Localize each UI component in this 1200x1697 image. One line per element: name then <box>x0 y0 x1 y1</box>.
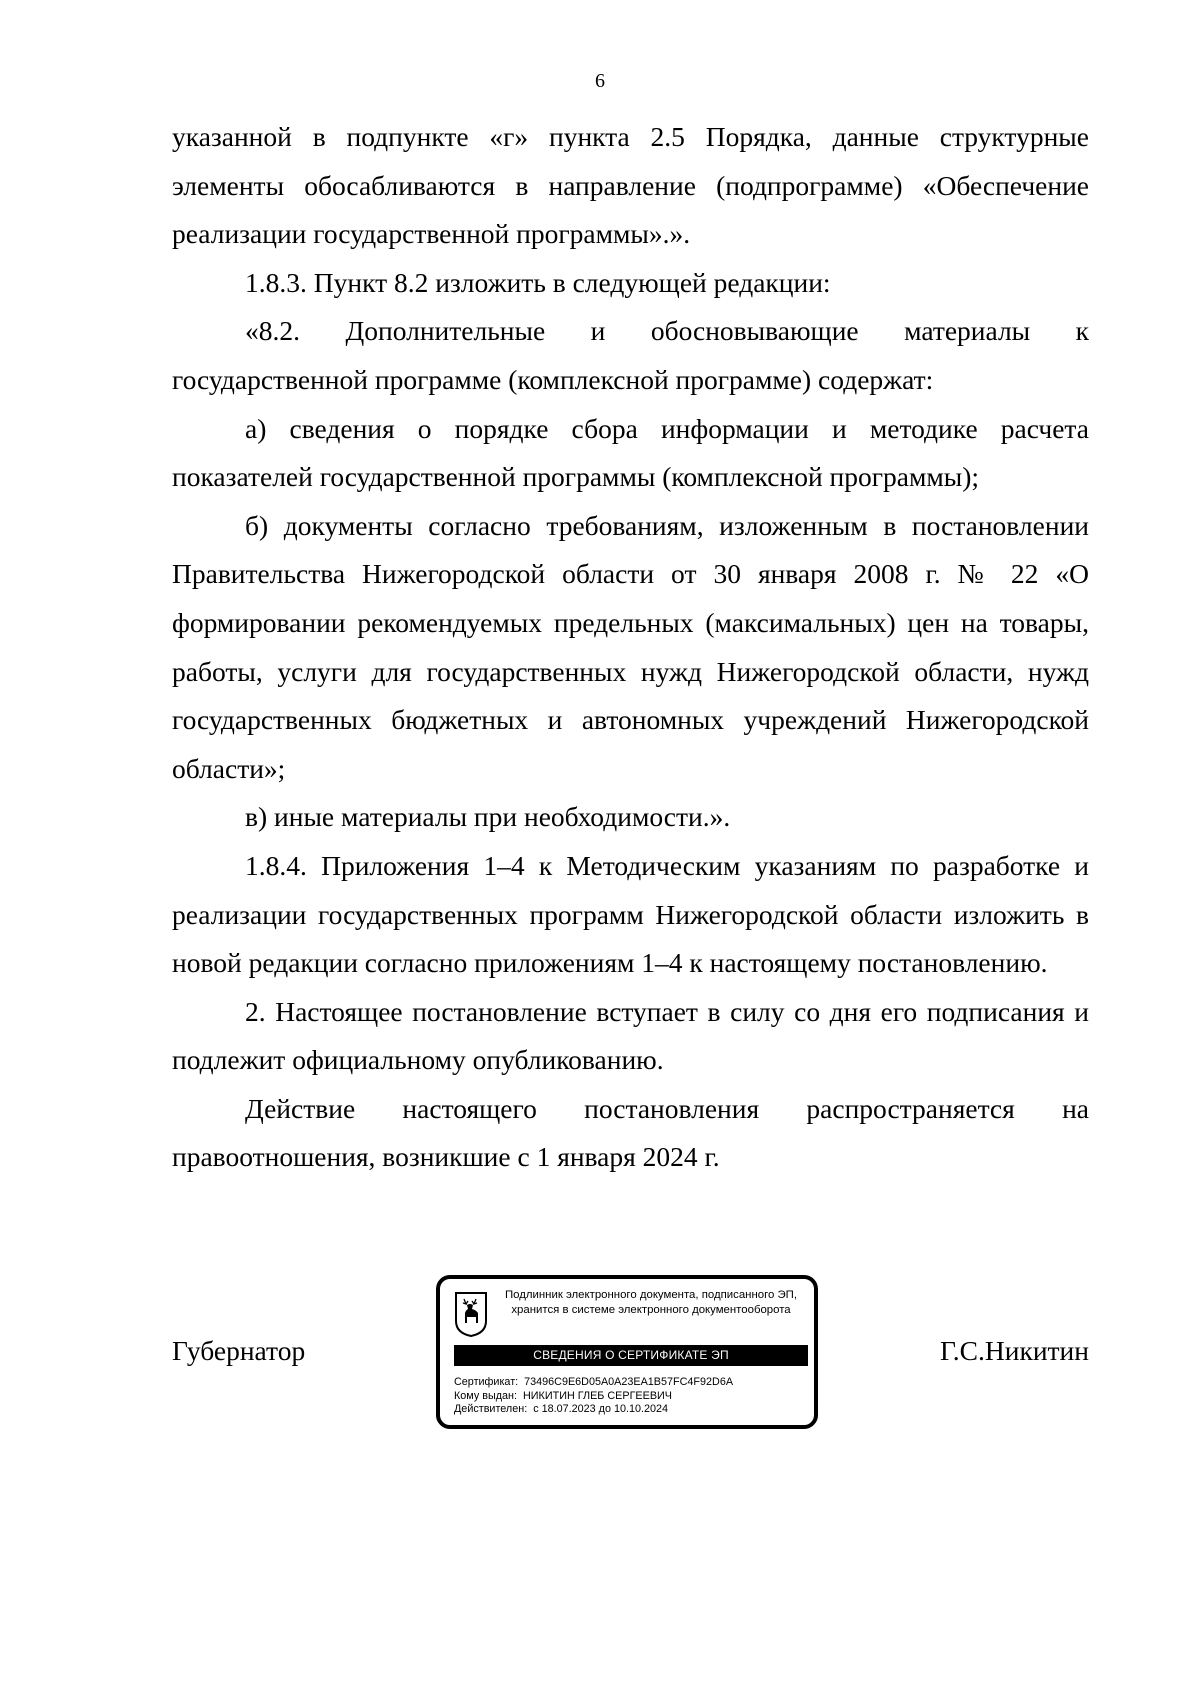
deer-emblem-icon <box>454 1291 488 1337</box>
signatory-name: Г.С.Никитин <box>940 1335 1089 1366</box>
stamp-header-line-2: хранится в системе электронного документооборота <box>511 1304 791 1316</box>
page-number: 6 <box>595 70 605 92</box>
issued-to-row <box>454 1390 733 1404</box>
paragraph-1-8-4: 1.8.4. Приложения 1–4 к Методическим указаниям по разработке и реализации государственных программ Нижегородской области изложить в новой редакции согласно приложениям 1–4 к настоящему постановлению. <box>172 849 1089 979</box>
paragraph-item-v: в) иные материалы при необходимости.». <box>245 801 731 833</box>
certificate-label: Сертификат: <box>454 1376 519 1388</box>
certificate-details <box>454 1376 733 1417</box>
signatory-title: Губернатор <box>172 1335 306 1366</box>
paragraph-continuation: указанной в подпункте «г» пункта 2.5 Порядка, данные структурные элементы обосабливаются в направление (подпрограмме) «Обеспечение реализации государственной программы».». <box>172 121 1089 250</box>
certificate-banner: СВЕДЕНИЯ О СЕРТИФИКАТЕ ЭП <box>454 1345 808 1366</box>
issued-to-value: НИКИТИН ГЛЕБ СЕРГЕЕВИЧ <box>523 1389 672 1402</box>
certificate-value: 73496C9E6D05A0A23EA1B57FC4F92D6A <box>524 1376 734 1388</box>
paragraph-8-2: «8.2. Дополнительные и обосновывающие материалы к государственной программе (комплексной программе) содержат: <box>172 315 1089 395</box>
paragraph-item-b: б) документы согласно требованиям, изложенным в постановлении Правительства Нижегородской области от 30 января 2008 г. № 22 «О формировании рекомендуемых предельных (максимальных) цен на товары, работы, услуги для государственных нужд Нижегородской области, нужд государственных бюджетных и автономных учреждений Нижегородской области»; <box>172 509 1089 784</box>
valid-row <box>454 1403 733 1417</box>
paragraph-effect: Действие настоящего постановления распространяется на правоотношения, возникшие с 1 января 2024 г. <box>172 1092 1089 1173</box>
stamp-header <box>492 1288 810 1318</box>
issued-to-label: Кому выдан: <box>454 1389 517 1402</box>
valid-label: Действителен: <box>454 1403 528 1416</box>
valid-value: с 18.07.2023 до 10.10.2024 <box>533 1403 668 1416</box>
electronic-signature-stamp <box>436 1275 818 1429</box>
paragraph-1-8-3: 1.8.3. Пункт 8.2 изложить в следующей редакции: <box>245 266 831 298</box>
document-body <box>172 113 1089 1182</box>
stamp-header-line-1: Подлинник электронного документа, подписанного ЭП, <box>504 1289 798 1301</box>
certificate-row <box>454 1376 733 1390</box>
paragraph-2: 2. Настоящее постановление вступает в силу со дня его подписания и подлежит официальному опубликованию. <box>172 995 1089 1076</box>
paragraph-item-a: а) сведения о порядке сбора информации и методике расчета показателей государственной программы (комплексной программы); <box>172 412 1089 493</box>
